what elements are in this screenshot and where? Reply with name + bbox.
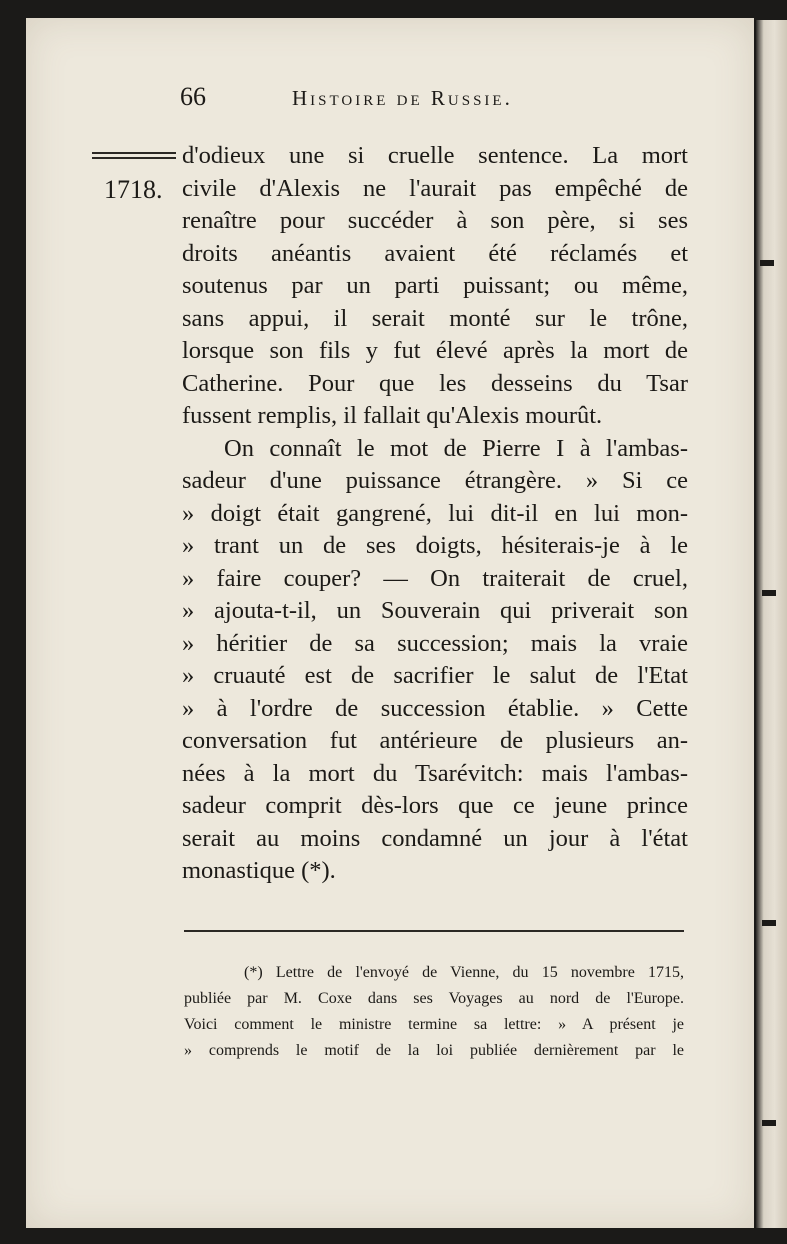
body-line: serait au moins condamné un jour à l'état — [182, 824, 688, 852]
body-line: lorsque son fils y fut élevé après la mort de — [182, 337, 688, 364]
footnote-line: » comprends le motif de la loi publiée dernièrement par le — [184, 1042, 684, 1059]
margin-year: 1718. — [104, 175, 163, 204]
body-line: soutenus par un parti puissant; ou même, — [182, 272, 688, 299]
body-line: » faire couper? — On traiterait de cruel, — [182, 564, 688, 592]
body-line: sadeur d'une puissance étrangère. » Si ce — [182, 467, 688, 494]
body-line: conversation fut antérieure de plusieurs an- — [182, 727, 688, 754]
body-line: civile d'Alexis ne l'aurait pas empêché de — [182, 174, 688, 202]
body-line: » ajouta-t-il, un Souverain qui priverait son — [182, 597, 688, 624]
footnote — [184, 960, 684, 1064]
body-line: » doigt était gangrené, lui dit-il en lui mon- — [182, 499, 688, 527]
body-line: » trant un de ses doigts, hésiterais-je à le — [182, 532, 688, 559]
next-page-edge — [756, 20, 787, 1228]
body-line: droits anéantis avaient été réclamés et — [182, 239, 688, 267]
body-line: fussent remplis, il fallait qu'Alexis mourût. — [182, 402, 603, 429]
running-title: Histoire de Russie. — [292, 86, 513, 110]
body-line: monastique (*). — [182, 857, 336, 884]
body-line: On connaît le mot de Pierre I à l'ambas- — [224, 434, 688, 462]
body-line: » à l'ordre de succession établie. » Cette — [182, 694, 688, 722]
body-line: » cruauté est de sacrifier le salut de l'Etat — [182, 662, 688, 689]
margin-rule — [92, 157, 176, 159]
footnote-line: (*) Lettre de l'envoyé de Vienne, du 15 novembre 1715, — [244, 964, 684, 981]
body-line: sadeur comprit dès-lors que ce jeune prince — [182, 792, 688, 819]
body-line: d'odieux une si cruelle sentence. La mort — [182, 142, 688, 169]
edge-mark — [762, 920, 776, 926]
margin-rule — [92, 152, 176, 154]
body-line: renaître pour succéder à son père, si ses — [182, 207, 688, 234]
body-text — [182, 140, 688, 888]
footnote-rule — [184, 930, 684, 932]
edge-mark — [762, 590, 776, 596]
page-number: 66 — [180, 82, 206, 111]
body-line: nées à la mort du Tsarévitch: mais l'ambas- — [182, 759, 688, 787]
footnote-line: publiée par M. Coxe dans ses Voyages au nord de l'Europe. — [184, 990, 684, 1007]
edge-mark — [762, 1120, 776, 1126]
body-line: Catherine. Pour que les desseins du Tsar — [182, 369, 688, 397]
footnote-line: Voici comment le ministre termine sa lettre: » A présent je — [184, 1016, 684, 1033]
body-line: sans appui, il serait monté sur le trône, — [182, 304, 688, 332]
edge-mark — [760, 260, 774, 266]
body-line: » héritier de sa succession; mais la vraie — [182, 629, 688, 657]
running-head — [180, 82, 580, 118]
